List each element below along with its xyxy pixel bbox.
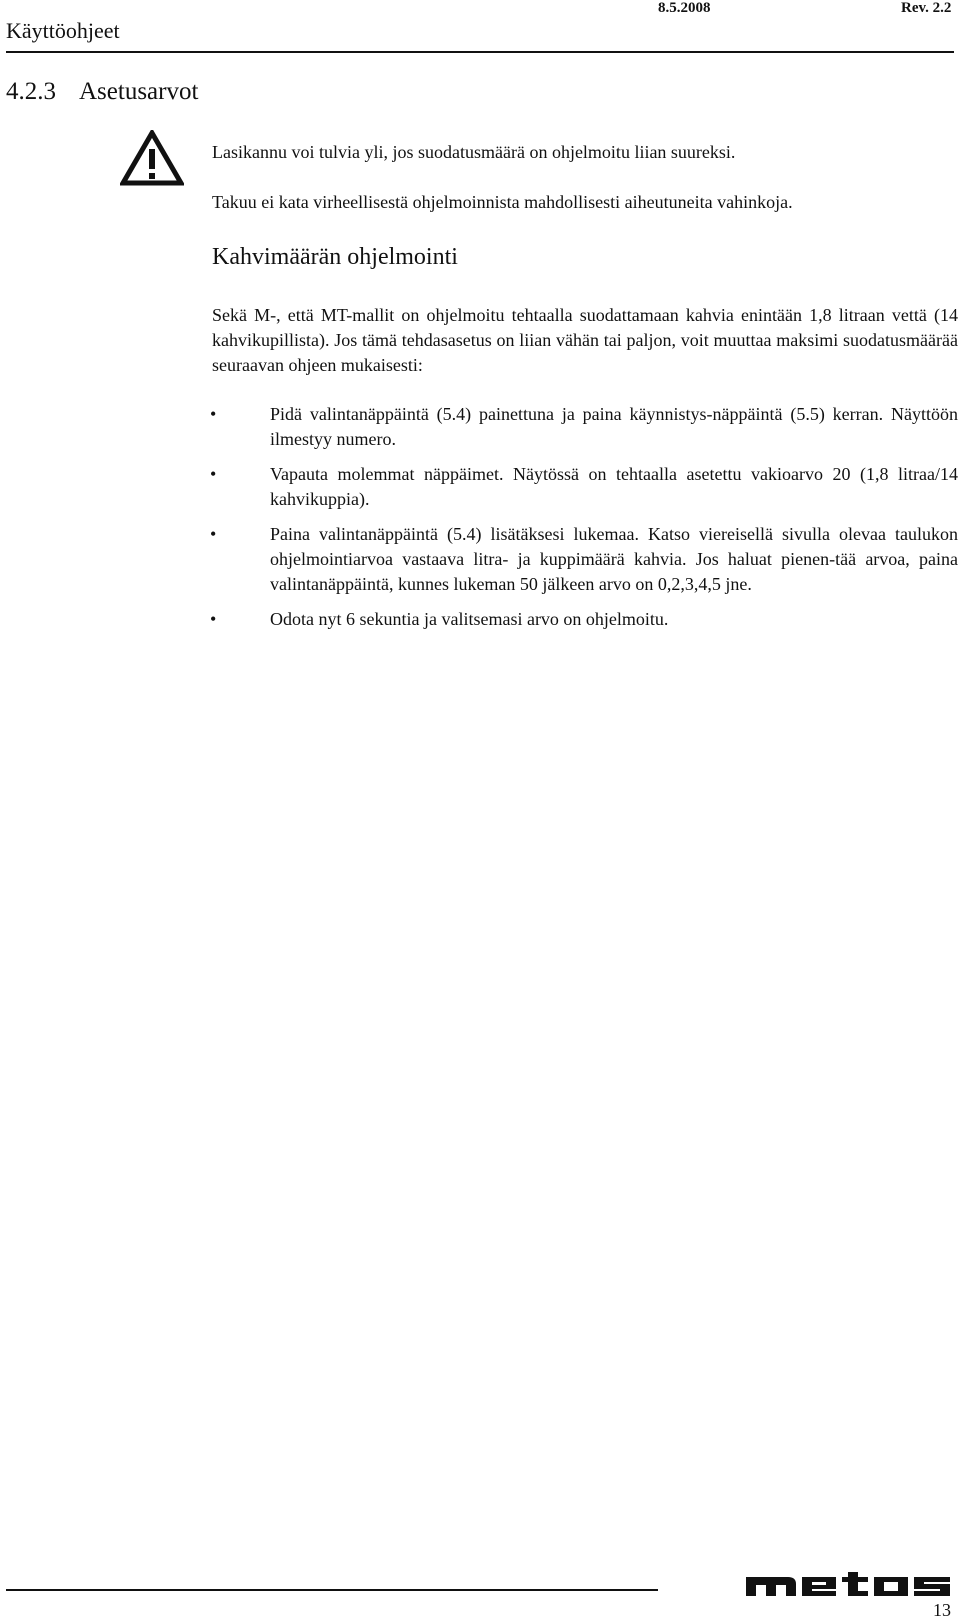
page-header — [6, 0, 954, 52]
list-item — [210, 462, 958, 512]
header-divider — [6, 51, 954, 53]
instruction-list — [210, 402, 958, 642]
page-number: 13 — [933, 1600, 951, 1620]
list-item — [210, 607, 958, 632]
document-title: Käyttöohjeet — [6, 18, 120, 43]
bullet-icon: • — [210, 404, 217, 424]
list-item-text: Vapauta molemmat näppäimet. Näytössä on tehtaalla asetettu vakioarvo 20 (1,8 litraa/14 kahvikuppia). — [270, 464, 958, 509]
list-item-text: Paina valintanäppäintä (5.4) lisätäksesi lukemaa. Katso viereisellä sivulla olevaa taulukon ohjelmointiarvoa vastaava litra- ja kuppimäärä kahvia. Jos haluat pienen-tää arvoa, paina valintanäppäintä, kunnes lukeman 50 jälkeen arvo on 0,2,3,4,5 jne. — [270, 524, 958, 594]
bullet-icon: • — [210, 524, 217, 544]
intro-paragraph: Sekä M-, että MT-mallit on ohjelmoitu tehtaalla suodattamaan kahvia enintään 1,8 litraan vettä (14 kahvikupillista). Jos tämä tehdasasetus on liian vähän tai paljon, voit muuttaa maksimi suodatusmäärää seuraavan ohjeen mukaisesti: — [212, 305, 958, 375]
list-item-text: Odota nyt 6 sekuntia ja valitsemasi arvo on ohjelmoitu. — [270, 609, 669, 629]
document-date: 8.5.2008 — [658, 0, 711, 16]
section-title: Asetusarvot — [79, 78, 199, 105]
document-revision: Rev. 2.2 — [901, 0, 952, 16]
section-heading — [6, 78, 198, 106]
section-number: 4.2.3 — [6, 78, 56, 105]
warning-text-warranty: Takuu ei kata virheellisestä ohjelmoinnista mahdollisesti aiheutuneita vahinkoja. — [212, 192, 793, 212]
footer-divider — [6, 1589, 658, 1591]
bullet-icon: • — [210, 464, 217, 484]
subsection-heading: Kahvimäärän ohjelmointi — [212, 244, 458, 270]
warning-text-overflow: Lasikannu voi tulvia yli, jos suodatusmäärä on ohjelmoitu liian suureksi. — [212, 142, 736, 162]
list-item — [210, 402, 958, 452]
bullet-icon: • — [210, 609, 217, 629]
warning-triangle-icon — [120, 130, 184, 186]
list-item — [210, 522, 958, 597]
list-item-text: Pidä valintanäppäintä (5.4) painettuna ja paina käynnistys-näppäintä (5.5) kerran. Näyttöön ilmestyy numero. — [270, 404, 958, 449]
metos-logo — [744, 1570, 952, 1598]
